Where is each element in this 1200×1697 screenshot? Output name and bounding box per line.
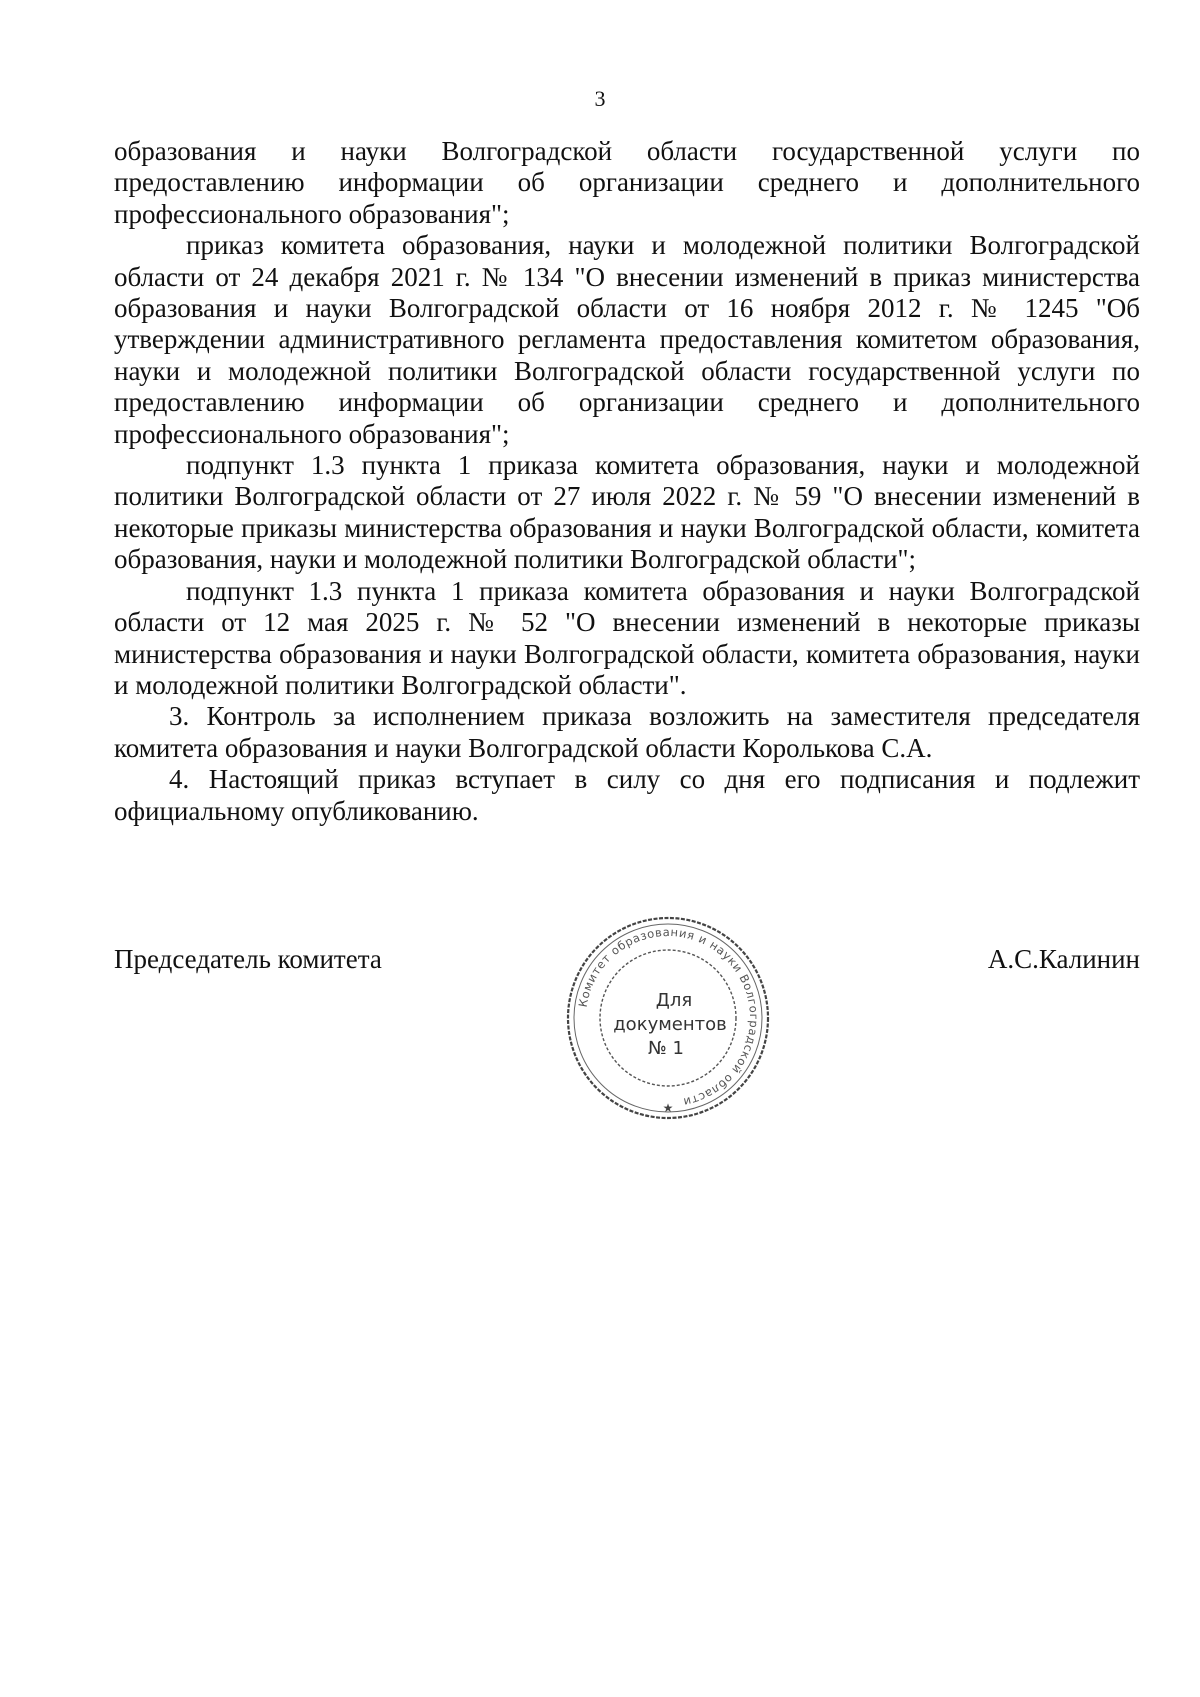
paragraph-subclause-2022: подпункт 1.3 пункта 1 приказа комитета образования, науки и молодежной политики Волгоградской области от 27 июля 2022 г. № 59 "О внесении изменений в некоторые приказы министерства образования и науки Волгоградской области, комитета образования, науки и молодежной политики Волгоградской области";: [114, 450, 1140, 575]
stamp-line-3: № 1: [648, 1038, 684, 1059]
stamp-ring-text: Комитет образования и науки Волгоградской области: [575, 924, 762, 1110]
stamp-star-icon: ★: [662, 1101, 674, 1115]
paragraph-item-3: 3. Контроль за исполнением приказа возложить на заместителя председателя комитета образования и науки Волгоградской области Королькова С.А.: [114, 701, 1140, 763]
paragraph-order-2021: приказ комитета образования, науки и молодежной политики Волгоградской области от 24 декабря 2021 г. № 134 "О внесении изменений в приказ министерства образования и науки Волгоградской области от 16 ноября 2012 г. № 1245 "Об утверждении административного регламента предоставления комитетом образования, науки и молодежной политики Волгоградской области государственной услуги по предоставлению информации об организации среднего и дополнительного профессионального образования";: [114, 230, 1140, 449]
signatory-position: Председатель комитета: [114, 944, 382, 974]
paragraph-item-4: 4. Настоящий приказ вступает в силу со дня его подписания и подлежит официальному опубликованию.: [114, 764, 1140, 826]
paragraph-continuation: образования и науки Волгоградской области государственной услуги по предоставлению информации об организации среднего и дополнительного профессионального образования";: [114, 136, 1140, 229]
page-number: 3: [594, 86, 606, 111]
document-body: [114, 136, 1140, 827]
official-stamp: [558, 908, 778, 1128]
stamp-line-2: документов: [613, 1014, 727, 1035]
stamp-line-1: Для: [655, 990, 693, 1011]
signatory-name: А.С.Калинин: [987, 944, 1140, 974]
paragraph-subclause-2025: подпункт 1.3 пункта 1 приказа комитета образования и науки Волгоградской области от 12 мая 2025 г. № 52 "О внесении изменений в некоторые приказы министерства образования и науки Волгоградской области, комитета образования, науки и молодежной политики Волгоградской области".: [114, 575, 1140, 700]
